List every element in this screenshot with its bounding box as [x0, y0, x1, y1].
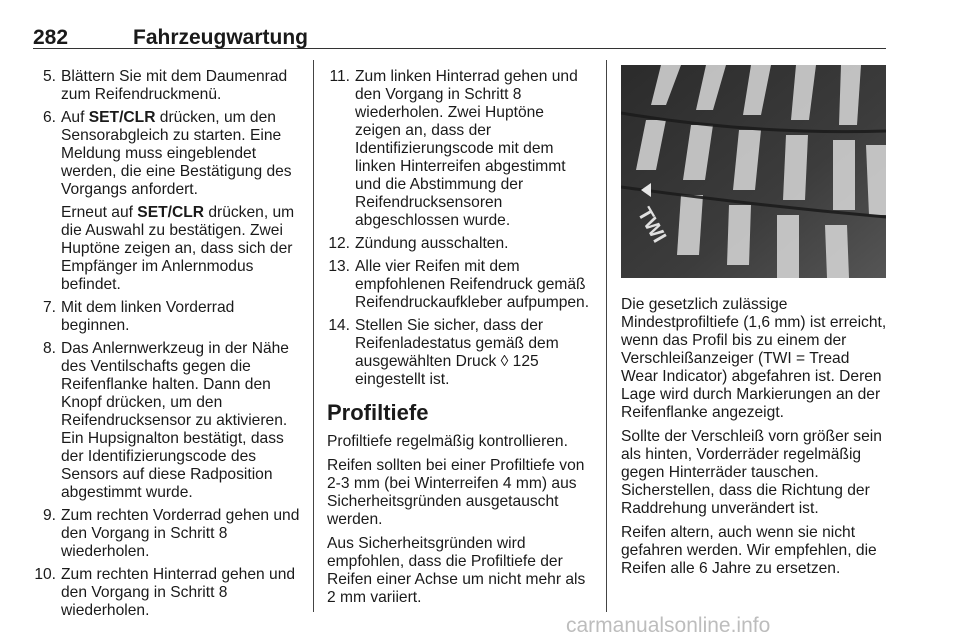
- section-title: Fahrzeugwartung: [133, 26, 309, 49]
- left-column: [33, 68, 301, 625]
- section-heading: Profiltiefe: [327, 400, 429, 425]
- column-divider-left: [313, 60, 314, 612]
- right-column: [621, 296, 889, 584]
- list-item: 12. Zündung ausschalten.: [328, 235, 509, 252]
- list-item: 13. Alle vier Reifen mit dem empfohlenen Reifendruck gemäß Reifendruckaufkleber aufpumpen.: [328, 258, 590, 311]
- list-item: 11. Zum linken Hinterrad gehen und den Vorgang in Schritt 8 wiederholen. Zwei Huptöne zeigen an, dass der Identifizierungscode mit dem linken Hinterreifen abgestimmt und die Abstimmung der Reifendrucksensoren abgeschlossen wurde.: [329, 68, 578, 229]
- list-item: 6. Auf SET/CLR drücken, um den Sensorabgleich zu starten. Eine Meldung muss eingeblendet werden, die eine Bestätigung des Vorgangs anfordert. Erneut auf SET/CLR drücken, um die Auswahl zu bestätigen. Zwei Huptöne zeigen an, dass sich der Empfänger im Anlernmodus befindet.: [33, 109, 301, 294]
- list-item: 5. Blättern Sie mit dem Daumenrad zum Reifendruckmenü.: [42, 68, 288, 103]
- list-item: 9. Zum rechten Vorderrad gehen und den Vorgang in Schritt 8 wiederholen.: [42, 507, 300, 560]
- list-item: 10. Zum rechten Hinterrad gehen und den Vorgang in Schritt 8 wiederholen.: [34, 566, 296, 619]
- list-item-continuation: Erneut auf SET/CLR drücken, um die Auswahl zu bestätigen. Zwei Huptöne zeigen an, dass sich der Empfänger im Anlernmodus befindet.: [61, 204, 295, 293]
- column-divider-right: [606, 60, 607, 612]
- watermark: carmanualsonline.info: [566, 614, 771, 637]
- paragraph: Sollte der Verschleiß vorn größer sein als hinten, Vorderräder regelmäßig gegen Hinterräder tauschen. Sicherstellen, dass die Richtung der Raddrehung unverändert ist.: [621, 428, 882, 517]
- paragraph: Reifen altern, auch wenn sie nicht gefahren werden. Wir empfehlen, die Reifen alle 6 Jahre zu ersetzen.: [621, 524, 877, 577]
- list-item: 8. Das Anlernwerkzeug in der Nähe des Ventilschafts gegen die Reifenflanke halten. Dann den Knopf drücken, um den Reifendrucksensor zu aktivieren. Ein Hupsignalton bestätigt, dass der Identifizierungscode des Sensors auf diese Radposition abgestimmt wurde.: [42, 340, 289, 501]
- paragraph: Aus Sicherheitsgründen wird empfohlen, dass die Profiltiefe der Reifen einer Achse um nicht mehr als 2 mm variiert.: [327, 535, 586, 606]
- list-item: 14. Stellen Sie sicher, dass der Reifenladestatus gemäß dem ausgewählten Druck ◊ 125 eingestellt ist.: [328, 317, 559, 388]
- middle-column: [327, 68, 593, 613]
- paragraph: Die gesetzlich zulässige Mindestprofiltiefe (1,6 mm) ist erreicht, wenn das Profil bis zu einem der Verschleißanzeiger (TWI = Tread Wear Indicator) abgefahren ist. Deren Lage wird durch Markierungen an der Reifenflanke angezeigt.: [621, 296, 887, 421]
- page-number: 282: [33, 26, 69, 49]
- page-header: [33, 8, 886, 49]
- tyre-tread-illustration: [621, 65, 886, 278]
- paragraph: Reifen sollten bei einer Profiltiefe von 2-3 mm (bei Winterreifen 4 mm) aus Sicherheitsgründen ausgetauscht werden.: [327, 457, 585, 528]
- twi-label: TWI: [632, 203, 671, 247]
- paragraph: Profiltiefe regelmäßig kontrollieren.: [327, 433, 568, 450]
- list-item: 7. Mit dem linken Vorderrad beginnen.: [42, 299, 235, 334]
